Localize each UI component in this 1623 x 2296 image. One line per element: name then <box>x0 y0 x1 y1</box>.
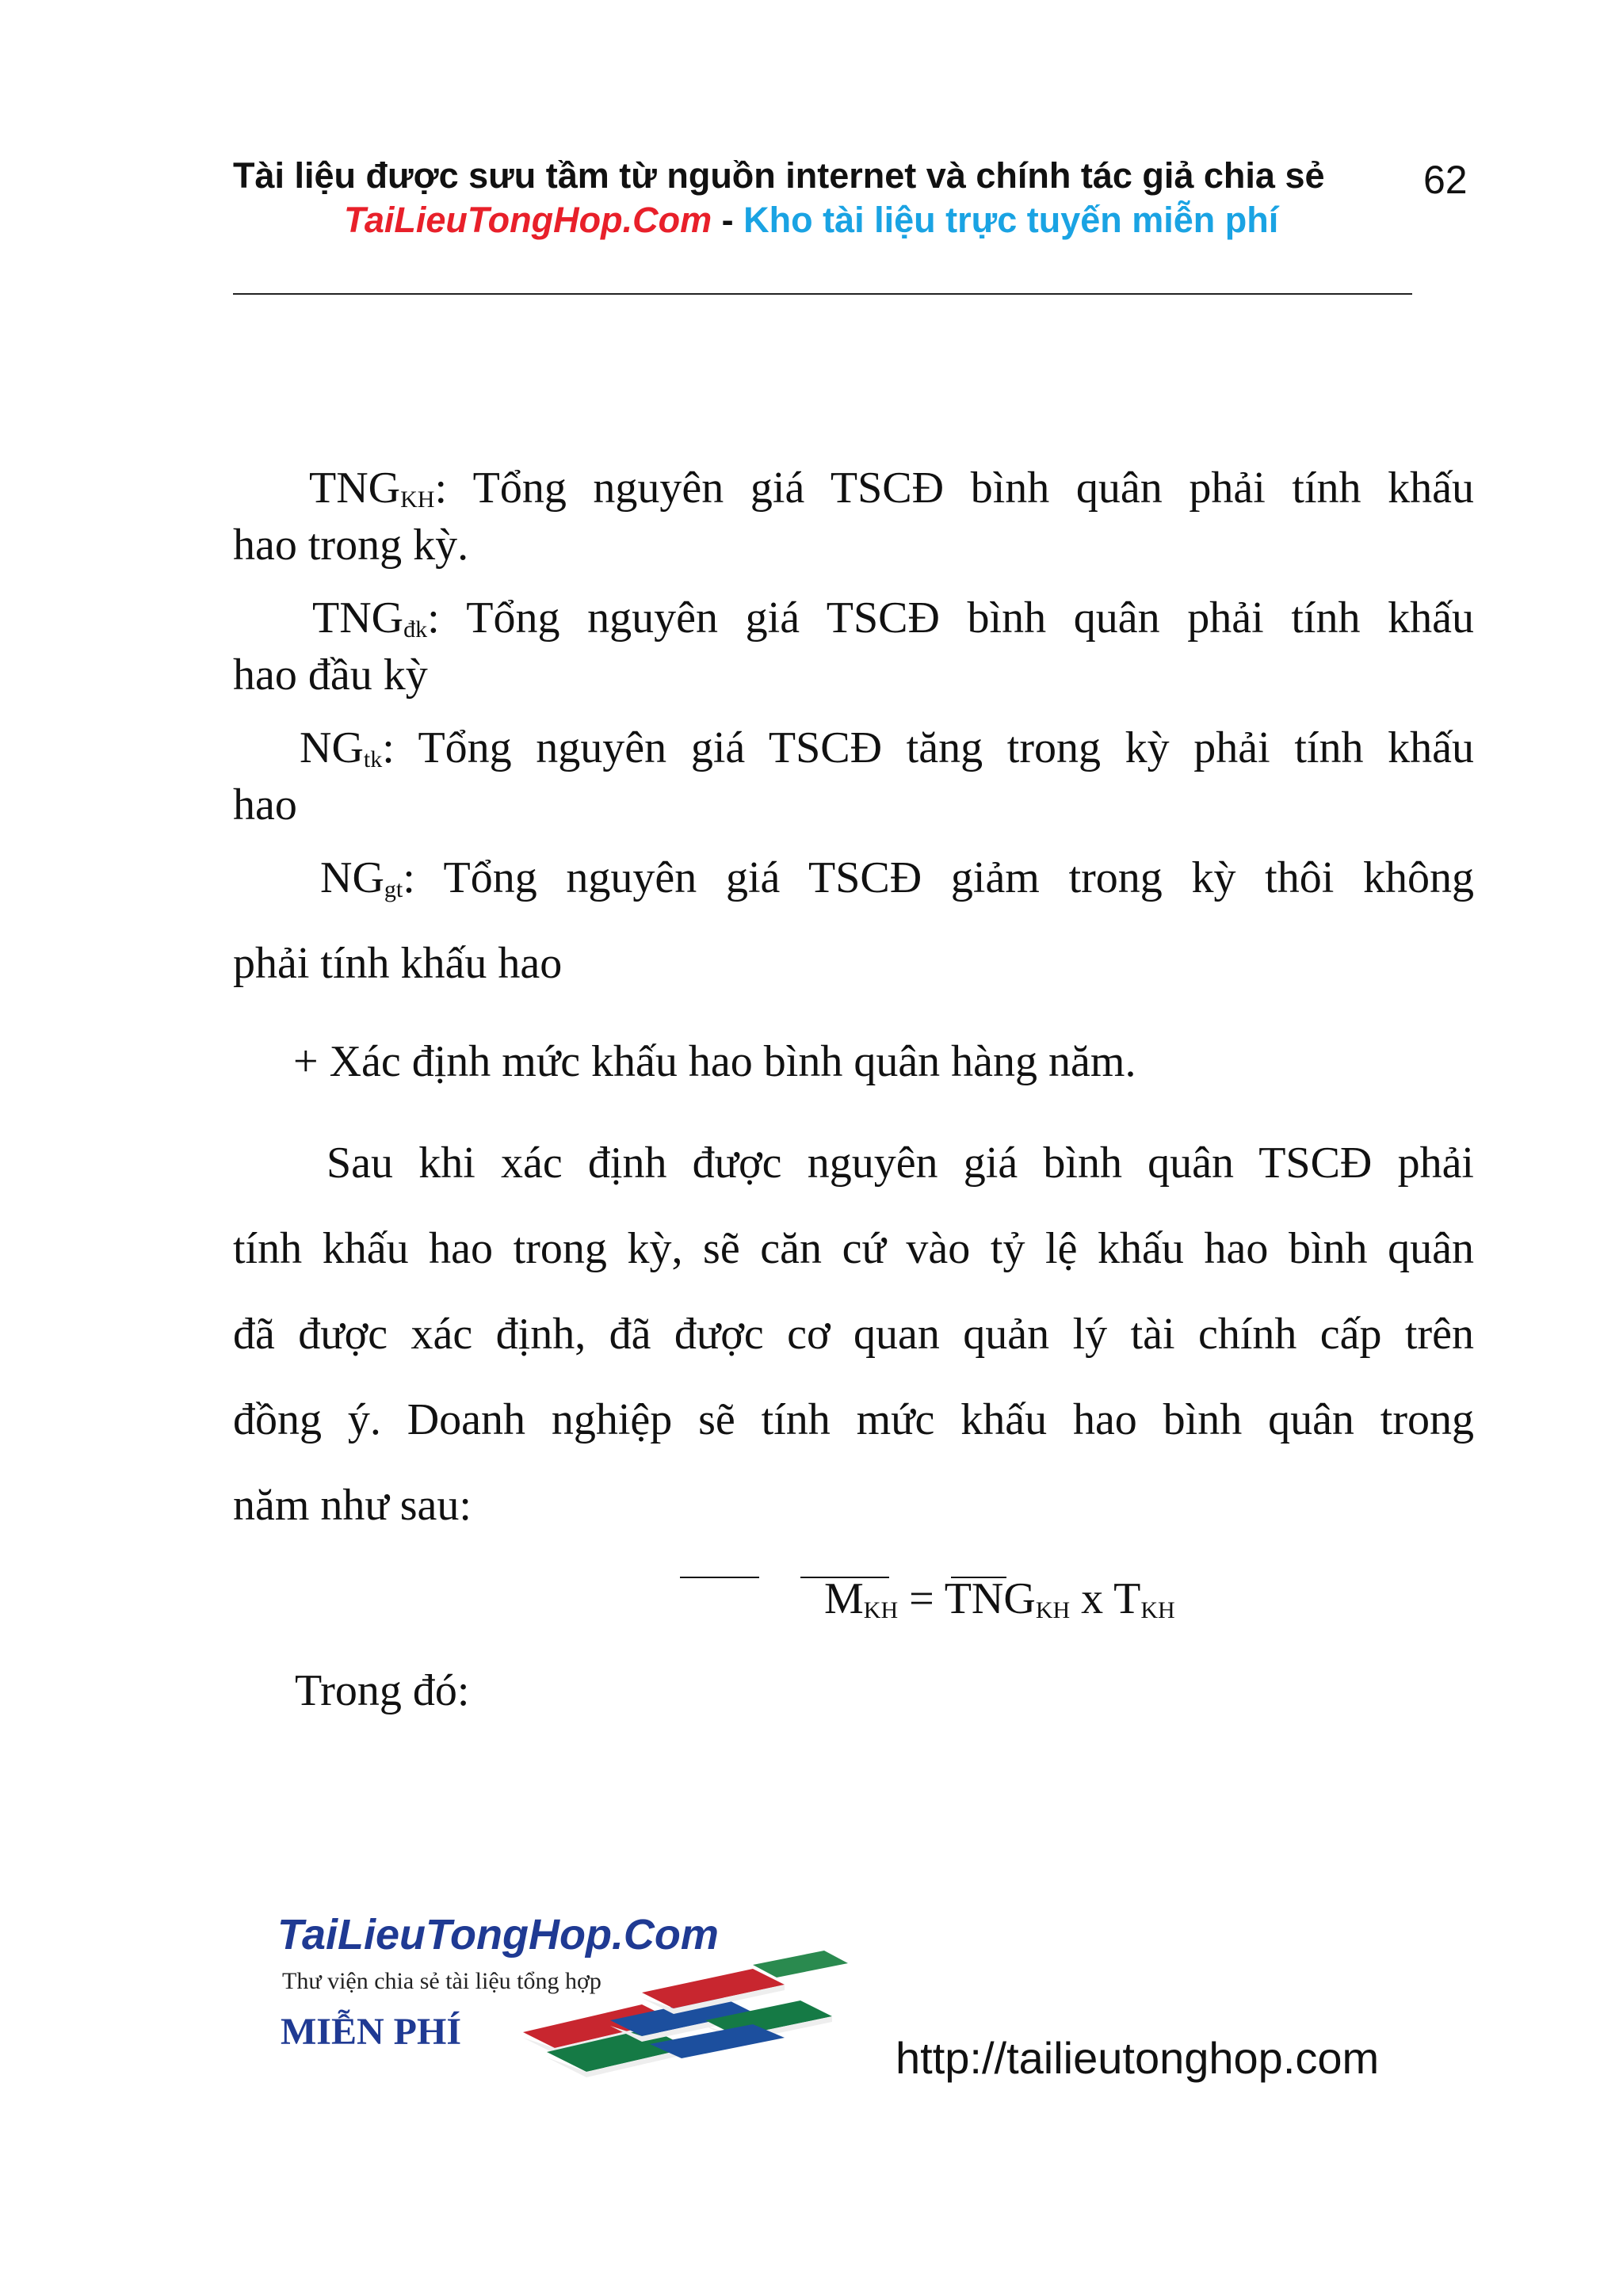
logo-free-label: MIỄN PHÍ <box>281 2011 461 2053</box>
header-site-name[interactable]: TaiLieuTongHop.Com <box>344 200 712 240</box>
logo-subtitle: Thư viện chia sẻ tài liệu tổng hợp <box>282 1968 601 1994</box>
header-site-line <box>344 200 1278 241</box>
def4-line2: phải tính khấu hao <box>233 939 563 988</box>
logo-title: TaiLieuTongHop.Com <box>277 1911 719 1958</box>
para-line-3: đã được xác định, đã được cơ quan quản lý tài chính cấp trên <box>233 1310 1474 1359</box>
def3-subscript: tk <box>363 746 383 772</box>
def3-line1 <box>300 719 1474 776</box>
logo-graphic <box>277 1901 880 2084</box>
def1-line2: hao trong kỳ. <box>233 521 469 570</box>
def2-text: : Tổng nguyên giá TSCĐ bình quân phải tính khấu <box>427 593 1474 643</box>
header-separator: - <box>712 200 744 240</box>
formula-tng: TNG <box>944 1574 1036 1623</box>
trong-do-label: Trong đó: <box>295 1666 470 1715</box>
def4-line1 <box>320 849 1474 906</box>
para-line-4: đồng ý. Doanh nghiệp sẽ tính mức khấu hao bình quân trong <box>233 1395 1474 1444</box>
def2-line2: hao đầu kỳ <box>233 650 428 700</box>
def3-line2: hao <box>233 780 297 830</box>
formula-t-sub: KH <box>1140 1597 1175 1623</box>
formula-bar-1 <box>680 1577 759 1578</box>
def2-line1 <box>312 589 1474 646</box>
formula-equals: = <box>898 1574 945 1623</box>
formula-times: x <box>1070 1574 1114 1623</box>
def4-symbol: NG <box>320 853 384 902</box>
header-tagline: Kho tài liệu trực tuyến miễn phí <box>743 200 1279 240</box>
formula-tng-sub: KH <box>1035 1597 1071 1623</box>
def1-line1 <box>309 460 1474 517</box>
footer-url-link[interactable]: http://tailieutonghop.com <box>896 2033 1380 2083</box>
formula-m-sub: KH <box>863 1597 899 1623</box>
formula <box>824 1570 1175 1627</box>
def1-subscript: KH <box>400 486 435 513</box>
para-line-5: năm như sau: <box>233 1481 472 1530</box>
def2-subscript: đk <box>403 616 428 643</box>
para-line-2: tính khấu hao trong kỳ, sẽ căn cứ vào tỷ lệ khấu hao bình quân <box>233 1224 1474 1273</box>
def4-subscript: gt <box>384 876 403 902</box>
formula-m: M <box>824 1574 864 1623</box>
def4-text: : Tổng nguyên giá TSCĐ giảm trong kỳ thôi không <box>403 853 1474 902</box>
page-number: 62 <box>1423 158 1468 202</box>
bullet-heading: + Xác định mức khấu hao bình quân hàng năm. <box>293 1037 1136 1086</box>
def3-symbol: NG <box>300 723 364 772</box>
def1-text: : Tổng nguyên giá TSCĐ bình quân phải tính khấu <box>434 463 1474 513</box>
def2-symbol: TNG <box>312 593 404 643</box>
def1-symbol: TNG <box>309 463 401 513</box>
header-source-note: Tài liệu được sưu tầm từ nguồn internet và chính tác giả chia sẻ <box>233 155 1325 196</box>
para-line-1: Sau khi xác định được nguyên giá bình quân TSCĐ phải <box>327 1138 1474 1188</box>
header-divider <box>233 293 1412 295</box>
formula-t: T <box>1113 1574 1141 1623</box>
def3-text: : Tổng nguyên giá TSCĐ tăng trong kỳ phải tính khấu <box>382 723 1474 772</box>
footer-logo <box>277 1901 880 2084</box>
